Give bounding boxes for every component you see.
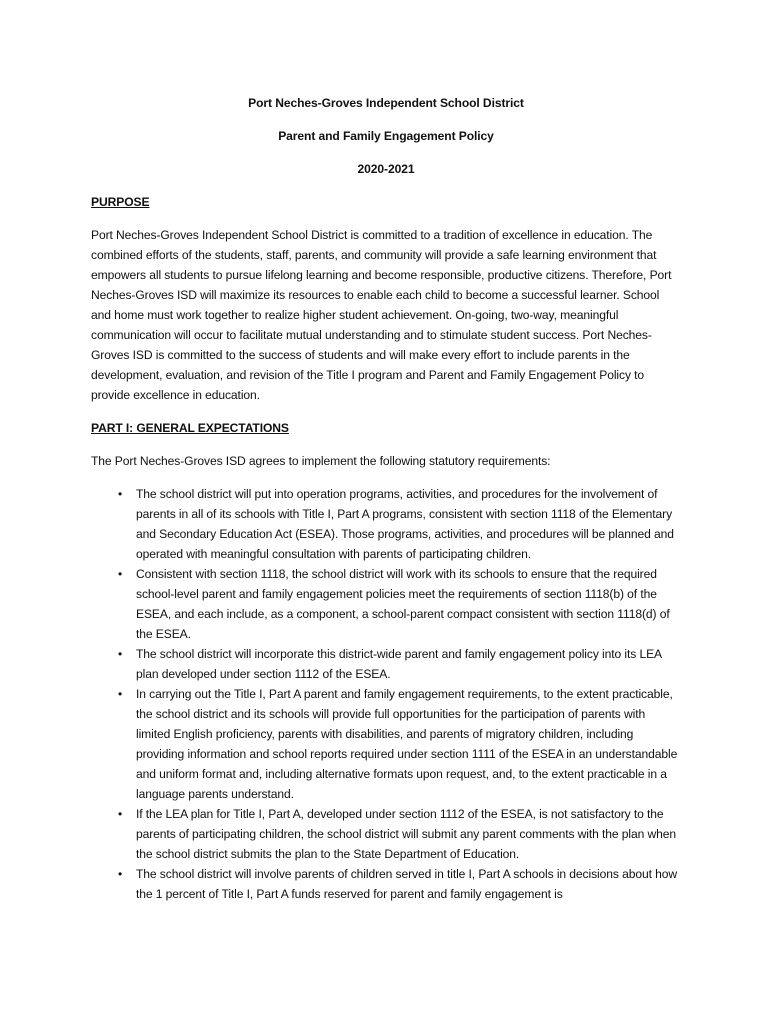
part1-heading: PART I: GENERAL EXPECTATIONS — [91, 421, 289, 435]
list-item-text: The school district will incorporate this district-wide parent and family engagement policy into its LEA plan developed under section 1112 of the ESEA. — [136, 647, 662, 681]
bullet-icon: • — [117, 487, 123, 501]
list-item-text: In carrying out the Title I, Part A parent and family engagement requirements, to the extent practicable, the school district and its schools will provide full opportunities for the participation of parents with limited English proficiency, parents with disabilities, and parents of migratory children, including providing information and school reports required under section 1111 of the ESEA in an understandable and uniform format and, including alternative formats upon request, and, to the extent practicable in a language parents understand. — [136, 687, 678, 801]
list-item-text: Consistent with section 1118, the school district will work with its schools to ensure that the required school-level parent and family engagement policies meet the requirements of section 1118(b) of the ESEA, and each include, as a component, a school-parent compact consistent with section 1118(d) of the ESEA. — [136, 567, 670, 641]
list-item — [91, 564, 681, 644]
policy-title: Parent and Family Engagement Policy — [278, 129, 494, 143]
list-item — [91, 644, 681, 684]
school-year: 2020-2021 — [357, 162, 415, 176]
bullet-icon: • — [117, 687, 123, 701]
list-item — [91, 804, 681, 864]
bullet-icon: • — [117, 867, 123, 881]
list-item-text: If the LEA plan for Title I, Part A, developed under section 1112 of the ESEA, is not satisfactory to the parents of participating children, the school district will submit any parent comments with the plan when the school district submits the plan to the State Department of Education. — [136, 807, 677, 861]
part1-intro: The Port Neches-Groves ISD agrees to implement the following statutory requirements: — [91, 454, 551, 468]
bullet-icon: • — [117, 647, 123, 661]
list-item — [91, 484, 681, 564]
bullet-icon: • — [117, 807, 123, 821]
bullet-icon: • — [117, 567, 123, 581]
list-item-text: The school district will involve parents of children served in title I, Part A schools in decisions about how the 1 percent of Title I, Part A funds reserved for parent and family engagement is — [136, 867, 677, 901]
document-body — [91, 93, 681, 904]
list-item — [91, 864, 681, 904]
purpose-paragraph: Port Neches-Groves Independent School District is committed to a tradition of excellence in education. The combined efforts of the students, staff, parents, and community will provide a safe learning environment that empowers all students to pursue lifelong learning and become responsible, productive citizens. Therefore, Port Neches-Groves ISD will maximize its resources to enable each child to become a successful learner. School and home must work together to realize higher student achievement. On-going, two-way, meaningful communication will occur to facilitate mutual understanding and to stimulate student success. Port Neches-Groves ISD is committed to the success of students and will make every effort to include parents in the development, evaluation, and revision of the Title I program and Parent and Family Engagement Policy to provide excellence in education. — [91, 228, 672, 402]
list-item-text: The school district will put into operation programs, activities, and procedures for the involvement of parents in all of its schools with Title I, Part A programs, consistent with section 1118 of the Elementary and Secondary Education Act (ESEA). Those programs, activities, and procedures will be planned and operated with meaningful consultation with parents of participating children. — [136, 487, 674, 561]
district-title: Port Neches-Groves Independent School District — [248, 96, 524, 110]
purpose-heading: PURPOSE — [91, 195, 150, 209]
list-item — [91, 684, 681, 804]
requirements-list — [91, 484, 681, 904]
